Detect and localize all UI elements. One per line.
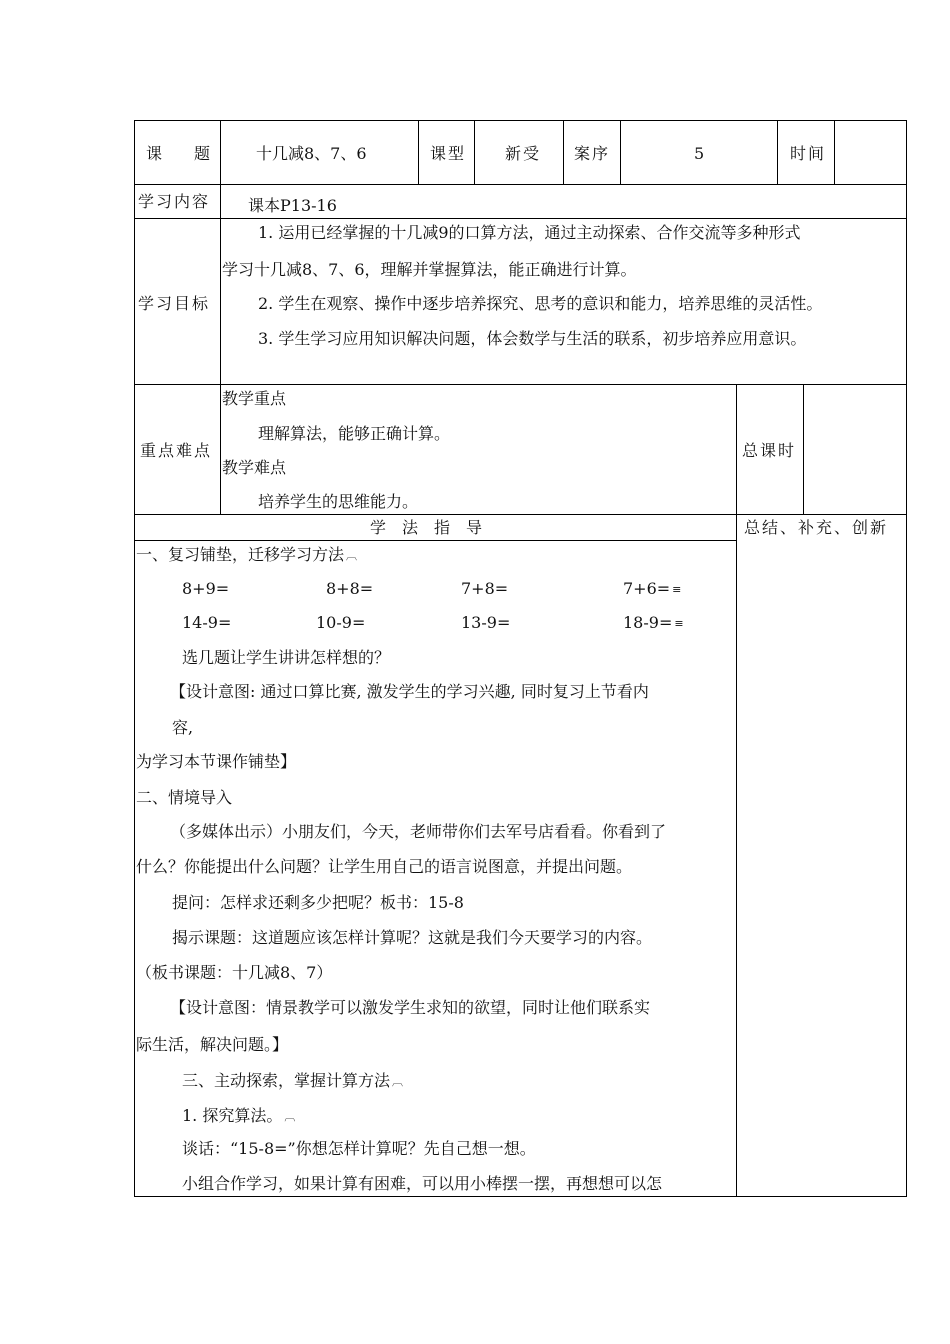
table-border: [736, 384, 737, 1197]
scene-line: 什么？你能提出什么问题？让学生用自己的语言说图意，并提出问题。: [136, 857, 633, 876]
intent-1: 容,: [172, 718, 194, 737]
exercise-cell: 13-9=: [461, 613, 511, 632]
exercise-cell: [623, 613, 684, 634]
question-line: 提问：怎样求还剩多少把呢？板书：15-8: [172, 893, 464, 912]
objective-line: 1. 运用已经掌握的十几减9的口算方法，通过主动探索、合作交流等多种形式: [258, 223, 801, 242]
type-label: 课型: [430, 144, 467, 163]
topic-value: 十几减8、7、6: [256, 144, 367, 163]
exercise-cell-text: 18-9=: [623, 613, 673, 632]
section-3-title: [182, 1071, 403, 1092]
edit-mark-icon: ≡: [672, 582, 682, 596]
edit-mark-icon: ︹: [346, 548, 358, 562]
exercise-cell: 8+8=: [326, 579, 374, 598]
key-points-label: 重点难点: [140, 441, 213, 460]
time-label: 时间: [790, 144, 827, 163]
exercise-cell: 7+8=: [461, 579, 509, 598]
focus-title: 教学重点: [222, 389, 287, 408]
edit-mark-icon: ︹: [284, 1109, 296, 1123]
intent-1: 【设计意图: 通过口算比赛, 激发学生的学习兴趣, 同时复习上节看内: [170, 682, 649, 701]
table-border: [134, 384, 907, 385]
objective-line: 学习十几减8、7、6，理解并掌握算法，能正确进行计算。: [222, 260, 637, 279]
section-1-title: [136, 545, 357, 566]
table-border: [620, 120, 621, 185]
table-border: [474, 120, 475, 185]
edit-mark-icon: ≡: [674, 616, 684, 630]
ask-line: 选几题让学生讲讲怎样想的？: [182, 648, 391, 667]
table-border: [906, 120, 907, 1197]
edit-mark-icon: ︹: [392, 1074, 404, 1088]
table-border: [220, 120, 221, 515]
table-border: [134, 120, 135, 1197]
table-border: [563, 120, 564, 185]
exercise-cell: [623, 579, 681, 600]
section-1-title-text: 一、复习铺垫，迁移学习方法: [136, 545, 345, 564]
total-hours-label: 总课时: [742, 441, 797, 460]
table-border: [134, 540, 736, 541]
section-3-title-text: 三、主动探索，掌握计算方法: [182, 1071, 391, 1090]
guide-heading: 学 法 指 导: [370, 518, 483, 537]
exercise-cell: 10-9=: [316, 613, 366, 632]
exercise-cell-text: 7+6=: [623, 579, 671, 598]
table-border: [777, 120, 778, 185]
table-border: [134, 218, 907, 219]
group-line: 小组合作学习，如果计算有困难，可以用小棒摆一摆，再想想可以怎: [182, 1174, 663, 1193]
table-border: [418, 120, 419, 185]
difficulty-title: 教学难点: [222, 458, 287, 477]
content-value: 课本P13-16: [248, 196, 337, 215]
objective-line: 2. 学生在观察、操作中逐步培养探究、思考的意识和能力，培养思维的灵活性。: [258, 294, 823, 313]
table-border: [134, 120, 907, 121]
intent-1: 为学习本节课作铺垫】: [136, 752, 297, 771]
content-label: 学习内容: [138, 192, 211, 211]
table-border: [834, 120, 835, 185]
type-value: 新受: [505, 144, 542, 163]
table-border: [134, 514, 907, 515]
table-border: [134, 1196, 907, 1197]
scene-line: （多媒体出示）小朋友们，今天，老师带你们去军号店看看。你看到了: [170, 822, 667, 841]
intent-2: 【设计意图：情景教学可以激发学生求知的欲望，同时让他们联系实: [170, 998, 651, 1017]
exercise-cell: 8+9=: [182, 579, 230, 598]
case-label: 案序: [574, 144, 611, 163]
table-border: [134, 184, 907, 185]
talk-line: 谈话：“15-8=”你想怎样计算呢？先自己想一想。: [182, 1139, 536, 1158]
topic-label: 课 题: [146, 144, 211, 163]
subsection-1-text: 1. 探究算法。: [182, 1106, 283, 1125]
subsection-1: [182, 1106, 295, 1127]
intent-2: 际生活，解决问题。】: [136, 1035, 289, 1054]
difficulty-text: 培养学生的思维能力。: [258, 492, 419, 511]
case-value: 5: [694, 144, 705, 163]
board-line: （板书课题：十几减8、7）: [136, 963, 333, 982]
focus-text: 理解算法，能够正确计算。: [258, 424, 451, 443]
section-2-title: 二、情境导入: [136, 788, 233, 807]
objectives-label: 学习目标: [138, 294, 211, 313]
reveal-line: 揭示课题：这道题应该怎样计算呢？这就是我们今天要学习的内容。: [172, 928, 653, 947]
table-border: [803, 384, 804, 515]
side-heading: 总结、补充、创新: [744, 518, 889, 537]
exercise-cell: 14-9=: [182, 613, 232, 632]
objective-line: 3. 学生学习应用知识解决问题，体会数学与生活的联系，初步培养应用意识。: [258, 329, 807, 348]
